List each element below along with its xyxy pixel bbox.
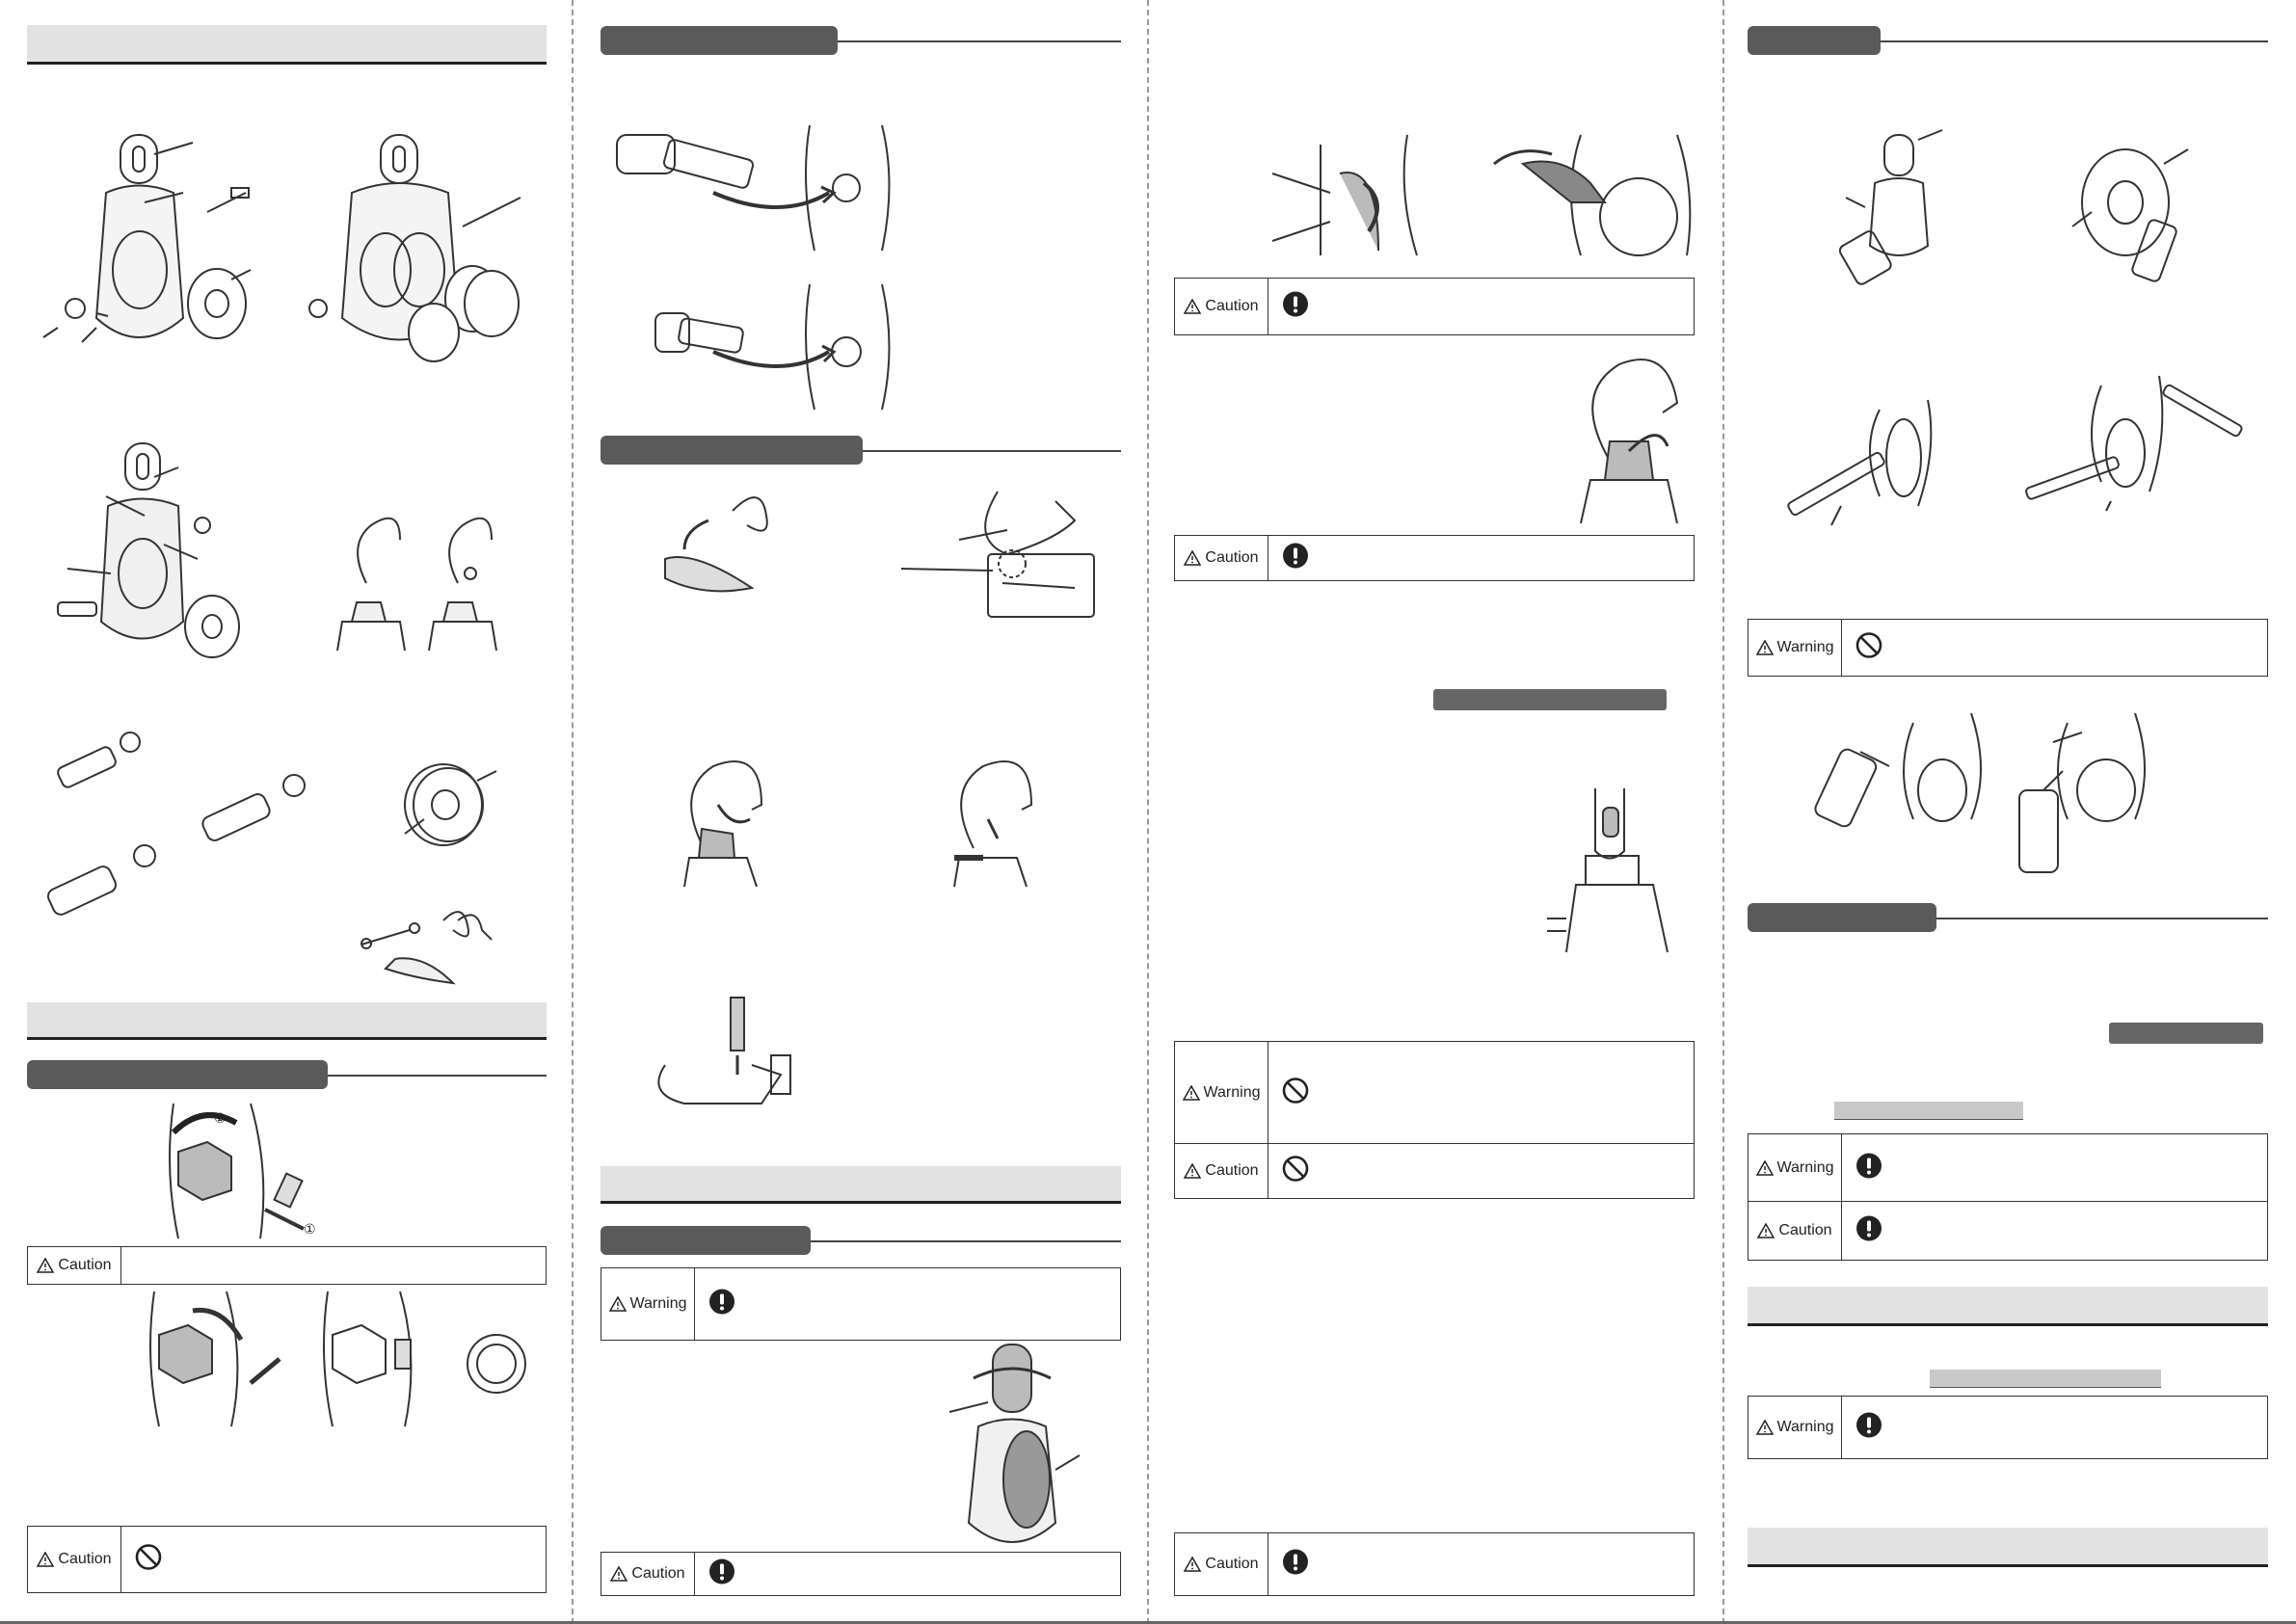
block-exploded-illustration [39, 125, 260, 371]
prohibition-circle-icon [134, 1543, 163, 1577]
warning-label [1749, 620, 1842, 676]
column-divider-1 [572, 0, 574, 1624]
subsection-label-pill [1748, 26, 1881, 55]
warning-text: Warning [1776, 639, 1834, 655]
column-divider-3 [1722, 0, 1724, 1624]
section-header-band [27, 25, 547, 65]
caution-text: Caution [1205, 298, 1259, 314]
caution-label [28, 1527, 121, 1592]
warning-triangle-icon [1184, 1557, 1201, 1572]
latch-spring-illustration [655, 482, 790, 612]
grease-gun-illustration-1 [1783, 390, 1947, 530]
caution-label [1175, 1144, 1268, 1198]
subsection-rule [1936, 918, 2268, 919]
warning-label [1175, 1042, 1268, 1144]
hammer-peening-illustration [646, 998, 790, 1118]
warning-triangle-icon [1184, 550, 1201, 566]
svg-text:②: ② [214, 1110, 227, 1126]
warning-triangle-icon [1183, 1085, 1200, 1101]
hook-latch-illustration-1 [675, 752, 790, 892]
caution-notice [27, 1526, 547, 1593]
lubrication-illustration-2 [2072, 135, 2198, 294]
swivel-rotation-illustration [949, 1340, 1084, 1557]
subsection-label-pill [1748, 903, 1936, 932]
caution-text: Caution [1778, 1222, 1832, 1238]
subsection-label-pill [27, 1060, 328, 1089]
caution-text: Caution [58, 1257, 112, 1273]
warning-notice [1748, 619, 2268, 677]
eye-gap-illustration [1547, 788, 1672, 957]
warning-text: Warning [1776, 1419, 1834, 1435]
caution-text: Caution [631, 1565, 685, 1582]
caution-label [28, 1247, 121, 1284]
axle-insert-illustration-1 [607, 116, 906, 255]
prohibition-circle-icon [1281, 1155, 1310, 1188]
warning-text: Warning [1203, 1084, 1261, 1101]
axle-insert-illustration-2 [636, 284, 916, 414]
subsection-rule [1881, 40, 2268, 42]
nut-refit-illustration [135, 1291, 540, 1431]
warning-text: Warning [629, 1295, 687, 1312]
warning-triangle-icon [609, 1296, 627, 1312]
warning-triangle-icon [1757, 1223, 1775, 1238]
subsection-rule [863, 450, 1121, 452]
subsection-rule [811, 1240, 1121, 1242]
highlight-bar [2109, 1023, 2263, 1044]
caution-text: Caution [1205, 549, 1259, 566]
warning-triangle-icon [1184, 1163, 1201, 1179]
latch-operation-illustration [1272, 135, 1716, 265]
warning-triangle-icon [610, 1566, 627, 1582]
prohibition-circle-icon [1281, 1077, 1310, 1110]
exclamation-circle-icon [1281, 290, 1310, 324]
block-assembled-illustration [48, 439, 270, 665]
subsection-rule [328, 1075, 547, 1077]
block-exploded-illustration-double [299, 125, 540, 371]
warning-notice [601, 1267, 1121, 1341]
warning-notice [1748, 1133, 2268, 1203]
latch-parts-illustration [357, 901, 501, 993]
underline-bar [1834, 1102, 2023, 1120]
caution-label [1175, 279, 1268, 334]
grease-gun-illustration-2 [2024, 376, 2246, 516]
subsection-rule [838, 40, 1121, 42]
highlight-bar [1433, 689, 1667, 710]
hook-latch-illustration-2 [945, 752, 1060, 892]
exclamation-circle-icon [707, 1557, 736, 1591]
warning-triangle-icon [37, 1258, 54, 1273]
sheave-part-illustration [395, 752, 501, 863]
caution-text: Caution [58, 1551, 112, 1567]
caution-notice [1174, 1532, 1695, 1596]
warning-triangle-icon [1184, 299, 1201, 314]
exclamation-circle-icon [1281, 1548, 1310, 1582]
nut-removal-illustration [135, 1104, 328, 1243]
caution-label [601, 1553, 695, 1595]
caution-label [1749, 1202, 1842, 1260]
section-header-band [1748, 1287, 2268, 1326]
caution-notice [1748, 1201, 2268, 1261]
exclamation-circle-icon [1281, 542, 1310, 575]
underline-bar [1930, 1370, 2161, 1388]
warning-triangle-icon [37, 1552, 54, 1567]
warning-notice [1174, 1041, 1695, 1145]
warning-label [1749, 1397, 1842, 1458]
subsection-label-pill [601, 436, 863, 465]
exclamation-circle-icon [707, 1288, 736, 1321]
exclamation-circle-icon [1855, 1152, 1883, 1185]
latch-fit-illustration [901, 482, 1104, 631]
lubrication-illustration-1 [1841, 130, 1947, 289]
caution-notice [1174, 535, 1695, 581]
section-header-band [1748, 1528, 2268, 1567]
svg-text:①: ① [304, 1221, 316, 1237]
section-header-band [27, 1002, 547, 1040]
caution-notice [27, 1246, 547, 1285]
hook-swivel-illustration [1571, 355, 1687, 528]
subsection-label-pill [601, 26, 838, 55]
prohibition-circle-icon [1855, 631, 1883, 665]
warning-triangle-icon [1756, 1420, 1774, 1435]
caution-notice [1174, 1143, 1695, 1199]
exclamation-circle-icon [1855, 1411, 1883, 1445]
warning-triangle-icon [1756, 640, 1774, 655]
subsection-label-pill [601, 1226, 811, 1255]
warning-label [1749, 1134, 1842, 1202]
hook-pair-illustration [328, 506, 511, 655]
caution-notice [601, 1552, 1121, 1596]
column-divider-2 [1147, 0, 1149, 1624]
axle-parts-illustration [39, 713, 328, 940]
caution-text: Caution [1205, 1162, 1259, 1179]
warning-label [601, 1268, 695, 1340]
caution-label [1175, 536, 1268, 580]
caution-label [1175, 1533, 1268, 1595]
warning-notice [1748, 1396, 2268, 1459]
section-header-band [601, 1166, 1121, 1204]
exclamation-circle-icon [1855, 1214, 1883, 1248]
warning-triangle-icon [1756, 1160, 1774, 1176]
spray-lubricant-illustration [1817, 713, 2183, 882]
caution-notice [1174, 278, 1695, 335]
caution-text: Caution [1205, 1556, 1259, 1572]
warning-text: Warning [1776, 1159, 1834, 1176]
